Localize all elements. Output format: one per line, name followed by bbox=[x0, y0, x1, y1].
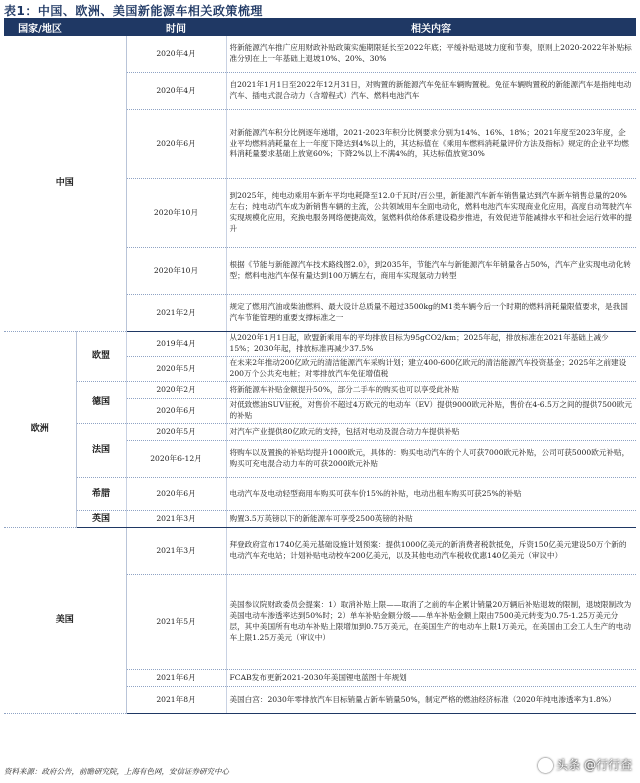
time-cell: 2020年10月 bbox=[126, 248, 226, 295]
content-cell: 将新能源汽车推广应用财政补贴政策实施期限延长至2022年底；平缓补贴退坡力度和节奏，原则上2020-2022年补贴标准分别在上一年基础上退坡10%、20%、30% bbox=[226, 36, 636, 73]
time-cell: 2020年5月 bbox=[126, 424, 226, 441]
time-cell: 2021年8月 bbox=[126, 687, 226, 714]
content-cell: 规定了燃用汽油或柴油燃料、最大设计总质量不超过3500kg的M1类车辆今后一个时期的燃料消耗量限值要求，是我国汽车节能管理的重要支撑标准之一 bbox=[226, 295, 636, 332]
header-region: 国家/地区 bbox=[4, 18, 76, 36]
content-cell: 对低致燃油SUV征税，对售价不超过4万欧元的电动车（EV）提供9000欧元补贴，售价在4-6.5万之间的提供7500欧元的补贴 bbox=[226, 399, 636, 424]
sub-region-germany: 德国 bbox=[76, 382, 126, 424]
time-cell: 2020年2月 bbox=[126, 382, 226, 399]
time-cell: 2020年6月 bbox=[126, 478, 226, 511]
table-row bbox=[4, 424, 636, 441]
content-cell: 将购车以及置换的补贴均提升1000欧元，具体的：购买电动汽车的个人可获7000欧元补贴，公司可获5000欧元补贴，购买可充电混合动力车的可获2000欧元补贴 bbox=[226, 441, 636, 478]
time-cell: 2020年5月 bbox=[126, 357, 226, 382]
country-cell-europe: 欧洲 bbox=[4, 332, 76, 528]
watermark-text: 头条 @行行查 bbox=[556, 758, 632, 772]
time-cell: 2021年3月 bbox=[126, 511, 226, 528]
time-cell: 2021年5月 bbox=[126, 575, 226, 670]
content-cell: 将新能源车补贴金额提升50%，部分二手车的购买也可以享受此补贴 bbox=[226, 382, 636, 399]
content-cell: 在未来2年推动200亿欧元的清洁能源汽车采购计划；建立400-600亿欧元的清洁能源汽车投资基金；2025年之前建设200万个公共充电桩；对零排放汽车免征增值税 bbox=[226, 357, 636, 382]
time-cell: 2020年6-12月 bbox=[126, 441, 226, 478]
time-cell: 2020年6月 bbox=[126, 399, 226, 424]
table-row bbox=[4, 382, 636, 399]
time-cell: 2020年6月 bbox=[126, 110, 226, 179]
content-cell: 到2025年，纯电动乘用车新车平均电耗降至12.0千瓦时/百公里，新能源汽车新车销售量达到汽车新车销售总量的20%左右；纯电动汽车成为新销售车辆的主流，公共领域用车全面电动化，燃料电池汽车实现商业化应用，高度自动驾驶汽车实现规模化应用，充换电服务网络便捷高效，氢燃料供给体系建设稳步推进，有效促进节能减排水平和社会运行效率的提升 bbox=[226, 179, 636, 248]
table-row bbox=[4, 511, 636, 528]
content-cell: 购置3.5万英镑以下的新能源车可享受2500英镑的补贴 bbox=[226, 511, 636, 528]
content-cell: 对新能源汽车积分比例逐年递增，2021-2023年积分比例要求分别为14%、16%、18%；2021年度至2023年度，企业平均燃料消耗量在上一年度下降达到4%以上的，其达标值在《乘用车燃料消耗量评价方法及指标》规定的企业平均燃料消耗量要求基础上放宽60%；下降2%以上不满4%的，其达标值放宽30% bbox=[226, 110, 636, 179]
time-cell: 2020年10月 bbox=[126, 179, 226, 248]
content-cell: 拜登政府宣布1740亿美元基础设施计划预案：提供1000亿美元的新消费者税款抵免，斥资150亿美元建设50万个新的电动汽车充电站；计划补贴电动校车200亿美元，以及其他电动汽车税收优惠140亿美元（审议中） bbox=[226, 528, 636, 575]
time-cell: 2021年2月 bbox=[126, 295, 226, 332]
content-cell: 美国参议院财政委员会提案：1）取消补贴上限——取消了之前的车企累计销量20万辆后补贴退坡的限制，退坡限制改为美国电动车渗透率达到50%时；2）单车补贴金额分级——单车补贴金额上限由7500美元转变为0.75-1.25万美元分层，其中美国所有电动车补贴上限增加到0.75万美元，在美国生产的电动车上限1万美元，在美国由工会工人生产的电动车上限1.25万美元（审议中） bbox=[226, 575, 636, 670]
time-cell: 2020年4月 bbox=[126, 36, 226, 73]
time-cell: 2019年4月 bbox=[126, 332, 226, 357]
content-cell: 对汽车产业提供80亿欧元的支持，包括对电动及混合动力车提供补贴 bbox=[226, 424, 636, 441]
content-cell: 自2021年1月1日至2022年12月31日，对购置的新能源汽车免征车辆购置税。免征车辆购置税的新能源汽车是指纯电动汽车、插电式混合动力（含增程式）汽车、燃料电池汽车 bbox=[226, 73, 636, 110]
content-cell: 根据《节能与新能源汽车技术路线图2.0》，到2035年，节能汽车与新能源汽车年销量各占50%，汽车产业实现电动化转型；燃料电池汽车保有量达到100万辆左右，商用车实现氢动力转型 bbox=[226, 248, 636, 295]
header-content: 相关内容 bbox=[226, 18, 636, 36]
header-spacer bbox=[76, 18, 126, 36]
policy-table bbox=[4, 18, 636, 714]
sub-region-greece: 希腊 bbox=[76, 478, 126, 511]
table-header bbox=[4, 18, 636, 36]
country-cell-china: 中国 bbox=[4, 36, 126, 332]
watermark-logo-icon bbox=[538, 758, 553, 773]
content-cell: 从2020年1月1日起，欧盟新乘用车的平均排放目标为95gCO2/km；2025年起，排放标准在2021年基础上减少15%；2030年起，排放标准再减少37.5% bbox=[226, 332, 636, 357]
content-cell: 电动汽车及电动轻型商用车购买可获车价15%的补贴，电动出租车购买可获25%的补贴 bbox=[226, 478, 636, 511]
time-cell: 2021年6月 bbox=[126, 670, 226, 687]
table-row bbox=[4, 332, 636, 357]
sub-region-eu: 欧盟 bbox=[76, 332, 126, 382]
table-title: 表1：中国、欧洲、美国新能源车相关政策梳理 bbox=[4, 4, 263, 18]
time-cell: 2021年3月 bbox=[126, 528, 226, 575]
table-row bbox=[4, 36, 636, 73]
content-cell: 美国白宫：2030年零排放汽车目标销量占新车销量50%，制定严格的燃油经济标准（2020年纯电渗透率为1.8%） bbox=[226, 687, 636, 714]
watermark bbox=[538, 756, 632, 773]
content-cell: FCAB发布更新2021-2030年美国锂电蓝图十年规划 bbox=[226, 670, 636, 687]
country-cell-usa: 美国 bbox=[4, 528, 126, 714]
time-cell: 2020年4月 bbox=[126, 73, 226, 110]
sub-region-uk: 英国 bbox=[76, 511, 126, 528]
source-note: 资料来源：政府公告，前瞻研究院，上海有色网，安信证券研究中心 bbox=[4, 767, 229, 776]
sub-region-france: 法国 bbox=[76, 424, 126, 478]
table-row bbox=[4, 528, 636, 575]
table-row bbox=[4, 478, 636, 511]
header-time: 时间 bbox=[126, 18, 226, 36]
